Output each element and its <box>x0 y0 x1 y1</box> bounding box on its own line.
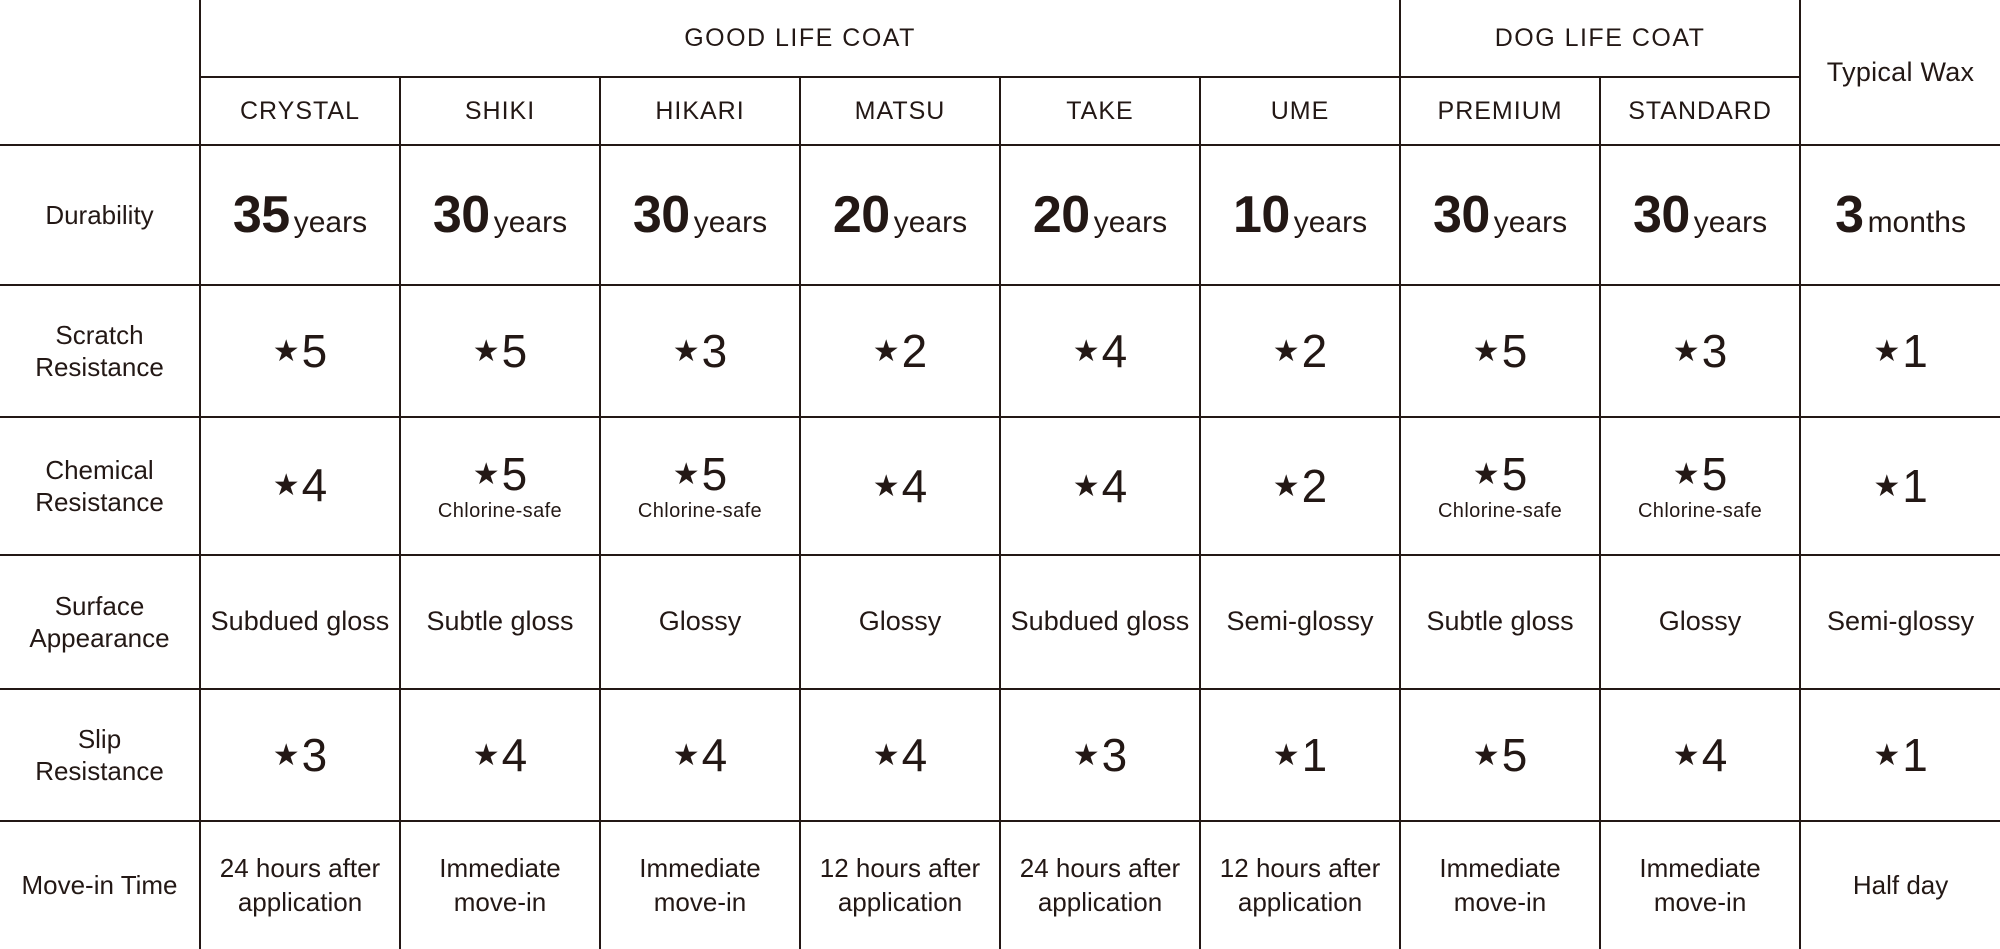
rating-value: 3 <box>301 728 328 781</box>
rating-value: 4 <box>1101 324 1128 377</box>
group-header-good-life: GOOD LIFE COAT <box>200 0 1400 77</box>
star-icon: ★ <box>872 738 900 772</box>
star-icon: ★ <box>1672 458 1700 492</box>
star-icon: ★ <box>1472 738 1500 772</box>
cell-movein-matsu: 12 hours after application <box>800 821 1000 949</box>
durability-unit: years <box>493 206 568 239</box>
row-label-line2: Appearance <box>29 623 170 653</box>
cell-chemical-hikari <box>600 417 800 555</box>
rating-value: 4 <box>901 459 928 512</box>
cell-slip-standard <box>1600 689 1800 821</box>
star-icon: ★ <box>1873 334 1901 368</box>
cell-slip-matsu <box>800 689 1000 821</box>
rating-value: 5 <box>1501 448 1528 501</box>
row-label-scratch-resistance <box>0 285 200 417</box>
product-header-ume: UME <box>1200 77 1400 145</box>
rating-value: 4 <box>1101 459 1128 512</box>
row-label-line1: Surface <box>54 590 145 621</box>
rating-value: 1 <box>1902 324 1928 377</box>
durability-value: 30 <box>1632 186 1690 244</box>
cell-surface-hikari: Glossy <box>600 555 800 689</box>
cell-chemical-take <box>1000 417 1200 555</box>
rating-value: 4 <box>701 728 728 781</box>
cell-slip-hikari <box>600 689 800 821</box>
product-header-hikari: HIKARI <box>600 77 800 145</box>
cell-movein-hikari: Immediate move-in <box>600 821 800 949</box>
group-header-dog-life: DOG LIFE COAT <box>1400 0 1800 77</box>
rating-value: 3 <box>1701 324 1728 377</box>
cell-surface-premium: Subtle gloss <box>1400 555 1600 689</box>
star-icon: ★ <box>1472 334 1500 368</box>
cell-note: Chlorine-safe <box>1437 499 1563 522</box>
star-icon: ★ <box>672 334 700 368</box>
product-header-standard: STANDARD <box>1600 77 1800 145</box>
rating-value: 4 <box>901 728 928 781</box>
rating-value: 3 <box>1101 728 1128 781</box>
product-header-crystal: CRYSTAL <box>200 77 400 145</box>
star-icon: ★ <box>1672 738 1700 772</box>
star-icon: ★ <box>1873 738 1901 772</box>
durability-value: 20 <box>1032 186 1090 244</box>
star-icon: ★ <box>1472 458 1500 492</box>
star-icon: ★ <box>1072 469 1100 503</box>
durability-value: 30 <box>432 186 490 244</box>
durability-unit: months <box>1867 206 1966 239</box>
star-icon: ★ <box>472 738 500 772</box>
star-icon: ★ <box>1072 738 1100 772</box>
rating-value: 2 <box>1301 324 1328 377</box>
cell-surface-shiki: Subtle gloss <box>400 555 600 689</box>
row-label-line1: Chemical <box>45 454 154 485</box>
row-label-surface-appearance <box>0 555 200 689</box>
durability-unit: years <box>1493 206 1568 239</box>
product-header-row <box>0 77 2000 145</box>
cell-slip-take <box>1000 689 1200 821</box>
row-label-line1: Slip <box>77 723 122 754</box>
cell-surface-standard: Glossy <box>1600 555 1800 689</box>
rating-value: 2 <box>901 324 928 377</box>
corner-cell <box>0 0 200 77</box>
rating-value: 5 <box>1701 448 1728 501</box>
star-icon: ★ <box>272 468 300 502</box>
cell-scratch-take <box>1000 285 1200 417</box>
group-header-row <box>0 0 2000 77</box>
table-header <box>0 0 2000 145</box>
durability-unit: years <box>693 206 768 239</box>
durability-unit: years <box>1293 206 1368 239</box>
cell-movein-standard: Immediate move-in <box>1600 821 1800 949</box>
product-header-shiki: SHIKI <box>400 77 600 145</box>
durability-value: 30 <box>1432 186 1490 244</box>
cell-scratch-shiki <box>400 285 600 417</box>
cell-surface-crystal: Subdued gloss <box>200 555 400 689</box>
rating-value: 1 <box>1301 728 1328 781</box>
cell-slip-ume <box>1200 689 1400 821</box>
star-icon: ★ <box>672 458 700 492</box>
cell-chemical-ume <box>1200 417 1400 555</box>
cell-surface-take: Subdued gloss <box>1000 555 1200 689</box>
star-icon: ★ <box>672 738 700 772</box>
cell-movein-ume: 12 hours after application <box>1200 821 1400 949</box>
cell-scratch-typical-wax <box>1800 285 2000 417</box>
rating-value: 5 <box>301 324 328 377</box>
durability-value: 35 <box>232 186 290 244</box>
cell-durability-standard <box>1600 145 1800 285</box>
rating-value: 1 <box>1902 728 1928 781</box>
star-icon: ★ <box>1272 738 1300 772</box>
corner-cell-2 <box>0 77 200 145</box>
rating-value: 4 <box>301 458 328 511</box>
durability-value: 3 <box>1835 186 1864 244</box>
table-row-surface-appearance <box>0 555 2000 689</box>
product-header-premium: PREMIUM <box>1400 77 1600 145</box>
cell-slip-shiki <box>400 689 600 821</box>
star-icon: ★ <box>1072 334 1100 368</box>
cell-note: Chlorine-safe <box>637 499 763 522</box>
star-icon: ★ <box>1272 469 1300 503</box>
row-label-line2: Resistance <box>35 756 164 786</box>
table-row-chemical-resistance <box>0 417 2000 555</box>
cell-scratch-premium <box>1400 285 1600 417</box>
row-label-slip-resistance <box>0 689 200 821</box>
cell-slip-crystal <box>200 689 400 821</box>
cell-chemical-shiki <box>400 417 600 555</box>
cell-movein-shiki: Immediate move-in <box>400 821 600 949</box>
cell-scratch-crystal <box>200 285 400 417</box>
star-icon: ★ <box>872 334 900 368</box>
cell-note: Chlorine-safe <box>437 499 563 522</box>
cell-surface-ume: Semi-glossy <box>1200 555 1400 689</box>
durability-unit: years <box>1093 206 1168 239</box>
cell-scratch-ume <box>1200 285 1400 417</box>
star-icon: ★ <box>472 334 500 368</box>
cell-scratch-matsu <box>800 285 1000 417</box>
cell-movein-typical-wax: Half day <box>1800 821 2000 949</box>
row-label-chemical-resistance <box>0 417 200 555</box>
cell-slip-premium <box>1400 689 1600 821</box>
table-row-durability <box>0 145 2000 285</box>
product-header-take: TAKE <box>1000 77 1200 145</box>
table-row-scratch-resistance <box>0 285 2000 417</box>
rating-value: 5 <box>1501 728 1528 781</box>
rating-value: 5 <box>501 448 528 501</box>
durability-value: 20 <box>832 186 890 244</box>
row-label-durability: Durability <box>0 145 200 285</box>
durability-value: 10 <box>1232 186 1290 244</box>
table-row-move-in-time <box>0 821 2000 949</box>
star-icon: ★ <box>1672 334 1700 368</box>
cell-durability-premium <box>1400 145 1600 285</box>
rating-value: 5 <box>501 324 528 377</box>
star-icon: ★ <box>272 738 300 772</box>
rating-value: 1 <box>1902 459 1928 512</box>
cell-scratch-standard <box>1600 285 1800 417</box>
cell-note: Chlorine-safe <box>1637 499 1763 522</box>
cell-chemical-typical-wax <box>1800 417 2000 555</box>
cell-movein-crystal: 24 hours after application <box>200 821 400 949</box>
cell-durability-take <box>1000 145 1200 285</box>
cell-chemical-matsu <box>800 417 1000 555</box>
rating-value: 4 <box>501 728 528 781</box>
row-label-line2: Resistance <box>35 352 164 382</box>
row-label-move-in-time: Move-in Time <box>0 821 200 949</box>
rating-value: 3 <box>701 324 728 377</box>
durability-unit: years <box>1693 206 1768 239</box>
table-body <box>0 145 2000 949</box>
table-row-slip-resistance <box>0 689 2000 821</box>
cell-surface-typical-wax: Semi-glossy <box>1800 555 2000 689</box>
cell-durability-shiki <box>400 145 600 285</box>
rating-value: 4 <box>1701 728 1728 781</box>
cell-chemical-crystal <box>200 417 400 555</box>
star-icon: ★ <box>872 469 900 503</box>
cell-durability-typical-wax <box>1800 145 2000 285</box>
cell-movein-premium: Immediate move-in <box>1400 821 1600 949</box>
cell-durability-hikari <box>600 145 800 285</box>
star-icon: ★ <box>1873 469 1901 503</box>
cell-movein-take: 24 hours after application <box>1000 821 1200 949</box>
rating-value: 2 <box>1301 459 1328 512</box>
cell-durability-matsu <box>800 145 1000 285</box>
cell-scratch-hikari <box>600 285 800 417</box>
star-icon: ★ <box>272 334 300 368</box>
rating-value: 5 <box>701 448 728 501</box>
product-header-matsu: MATSU <box>800 77 1000 145</box>
cell-slip-typical-wax <box>1800 689 2000 821</box>
row-label-line1: Scratch <box>55 319 144 350</box>
star-icon: ★ <box>1272 334 1300 368</box>
cell-chemical-standard <box>1600 417 1800 555</box>
group-header-typical-wax: Typical Wax <box>1800 0 2000 145</box>
rating-value: 5 <box>1501 324 1528 377</box>
durability-value: 30 <box>632 186 690 244</box>
cell-durability-ume <box>1200 145 1400 285</box>
cell-surface-matsu: Glossy <box>800 555 1000 689</box>
star-icon: ★ <box>472 458 500 492</box>
cell-chemical-premium <box>1400 417 1600 555</box>
row-label-line2: Resistance <box>35 487 164 517</box>
durability-unit: years <box>893 206 968 239</box>
durability-unit: years <box>293 206 368 239</box>
cell-durability-crystal <box>200 145 400 285</box>
